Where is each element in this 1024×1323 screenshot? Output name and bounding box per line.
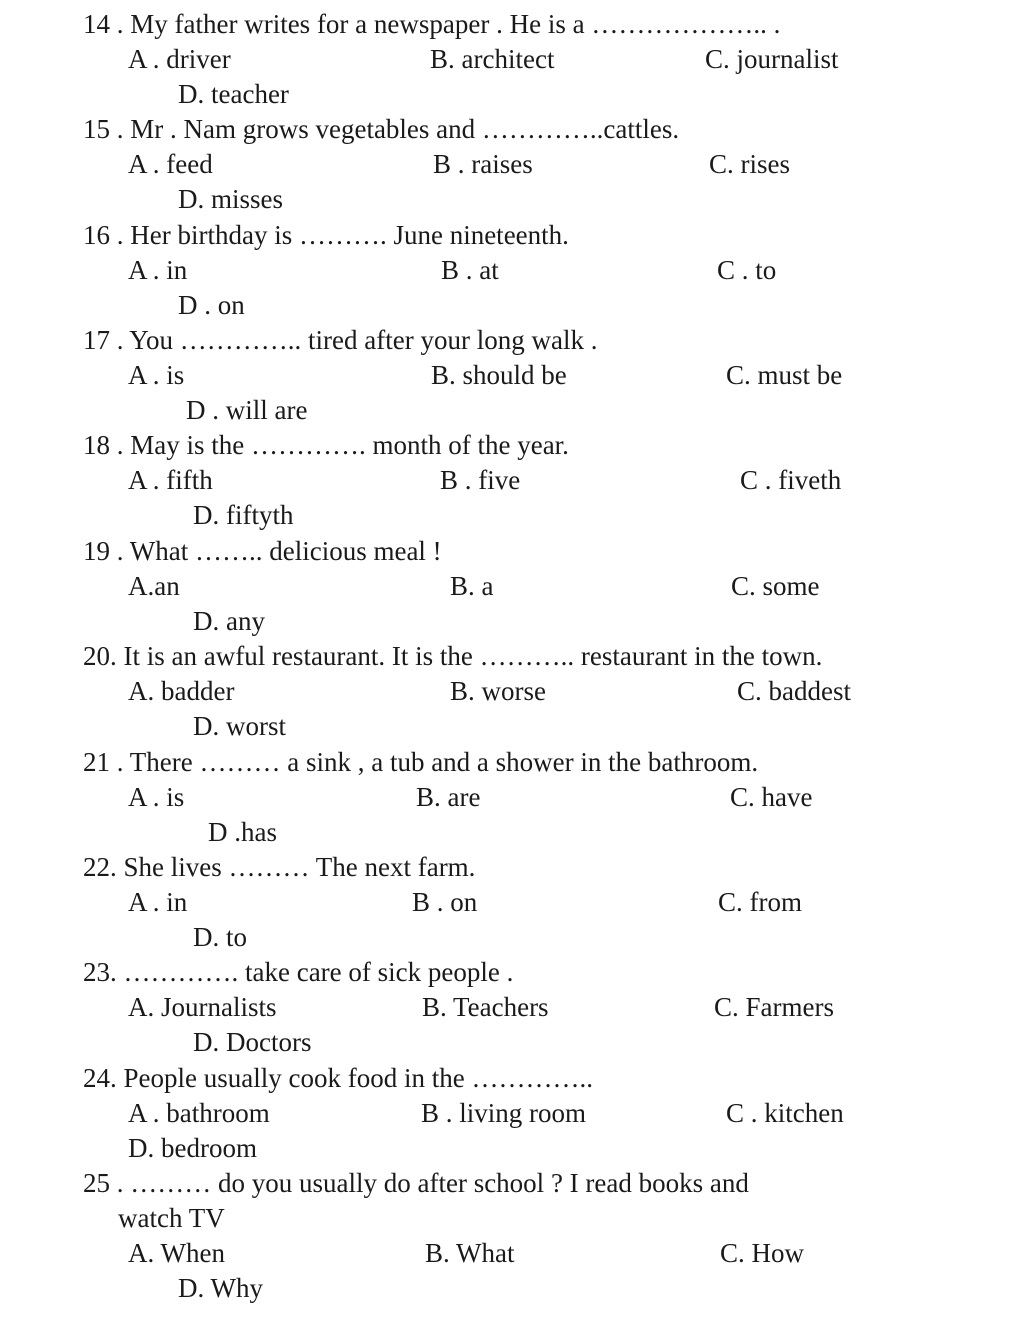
question-19-stem: 19 . What …….. delicious meal ! [83,536,442,566]
question-25-option-a[interactable]: A. When [128,1238,225,1268]
question-24-option-d[interactable]: D. bedroom [128,1133,257,1163]
question-18-stem: 18 . May is the …………. month of the year. [83,430,569,460]
question-16-option-d[interactable]: D . on [178,290,245,320]
question-23-option-d[interactable]: D. Doctors [193,1027,312,1057]
question-22-option-a[interactable]: A . in [128,887,188,917]
question-20-stem: 20. It is an awful restaurant. It is the ……….. restaurant in the town. [83,641,823,671]
question-25-stem: 25 . ……… do you usually do after school ? I read books and [83,1168,749,1198]
question-16-option-b[interactable]: B . at [441,255,499,285]
question-24-stem: 24. People usually cook food in the ………….. [83,1063,593,1093]
question-23-option-c[interactable]: C. Farmers [714,992,834,1022]
question-20-option-a[interactable]: A. badder [128,676,235,706]
question-14-option-b[interactable]: B. architect [430,44,555,74]
question-19-option-c[interactable]: C. some [731,571,820,601]
question-23-option-b[interactable]: B. Teachers [422,992,549,1022]
question-16-option-c[interactable]: C . to [717,255,777,285]
question-19-option-d[interactable]: D. any [193,606,265,636]
question-15-option-b[interactable]: B . raises [433,149,533,179]
question-14-stem: 14 . My father writes for a newspaper . He is a ……………….. . [83,9,781,39]
question-18-option-a[interactable]: A . fifth [128,465,213,495]
question-14-option-d[interactable]: D. teacher [178,79,289,109]
question-17-option-a[interactable]: A . is [128,360,185,390]
question-22-option-d[interactable]: D. to [193,922,247,952]
question-18-option-b[interactable]: B . five [440,465,521,495]
question-19-option-a[interactable]: A.an [128,571,180,601]
question-16-stem: 16 . Her birthday is ………. June nineteenth. [83,220,569,250]
question-17-option-d[interactable]: D . will are [186,395,308,425]
question-20-option-d[interactable]: D. worst [193,711,286,741]
question-22-option-c[interactable]: C. from [718,887,802,917]
question-23-stem: 23. …………. take care of sick people . [83,957,514,987]
question-21-option-b[interactable]: B. are [416,782,481,812]
question-25-option-d[interactable]: D. Why [178,1273,263,1303]
question-20-option-b[interactable]: B. worse [450,676,546,706]
question-17-option-c[interactable]: C. must be [726,360,843,390]
question-15-option-c[interactable]: C. rises [709,149,790,179]
question-24-option-b[interactable]: B . living room [421,1098,587,1128]
question-22-stem: 22. She lives ……… The next farm. [83,852,476,882]
question-15-option-a[interactable]: A . feed [128,149,213,179]
question-25-stem-continued: watch TV [118,1203,225,1233]
question-24-option-c[interactable]: C . kitchen [726,1098,844,1128]
question-18-option-d[interactable]: D. fiftyth [193,500,294,530]
question-19-option-b[interactable]: B. a [450,571,494,601]
question-15-option-d[interactable]: D. misses [178,184,284,214]
question-21-stem: 21 . There ……… a sink , a tub and a shower in the bathroom. [83,747,759,777]
question-17-option-b[interactable]: B. should be [431,360,567,390]
question-24-option-a[interactable]: A . bathroom [128,1098,270,1128]
question-16-option-a[interactable]: A . in [128,255,188,285]
question-18-option-c[interactable]: C . fiveth [740,465,842,495]
question-25-option-c[interactable]: C. How [720,1238,805,1268]
question-15-stem: 15 . Mr . Nam grows vegetables and …………..cattles. [83,114,680,144]
question-14-option-a[interactable]: A . driver [128,44,231,74]
question-17-stem: 17 . You ………….. tired after your long walk . [83,325,598,355]
question-23-option-a[interactable]: A. Journalists [128,992,277,1022]
question-25-option-b[interactable]: B. What [425,1238,515,1268]
question-22-option-b[interactable]: B . on [412,887,478,917]
question-14-option-c[interactable]: C. journalist [705,44,839,74]
question-21-option-c[interactable]: C. have [730,782,813,812]
question-21-option-d[interactable]: D .has [208,817,277,847]
question-20-option-c[interactable]: C. baddest [737,676,851,706]
question-21-option-a[interactable]: A . is [128,782,185,812]
